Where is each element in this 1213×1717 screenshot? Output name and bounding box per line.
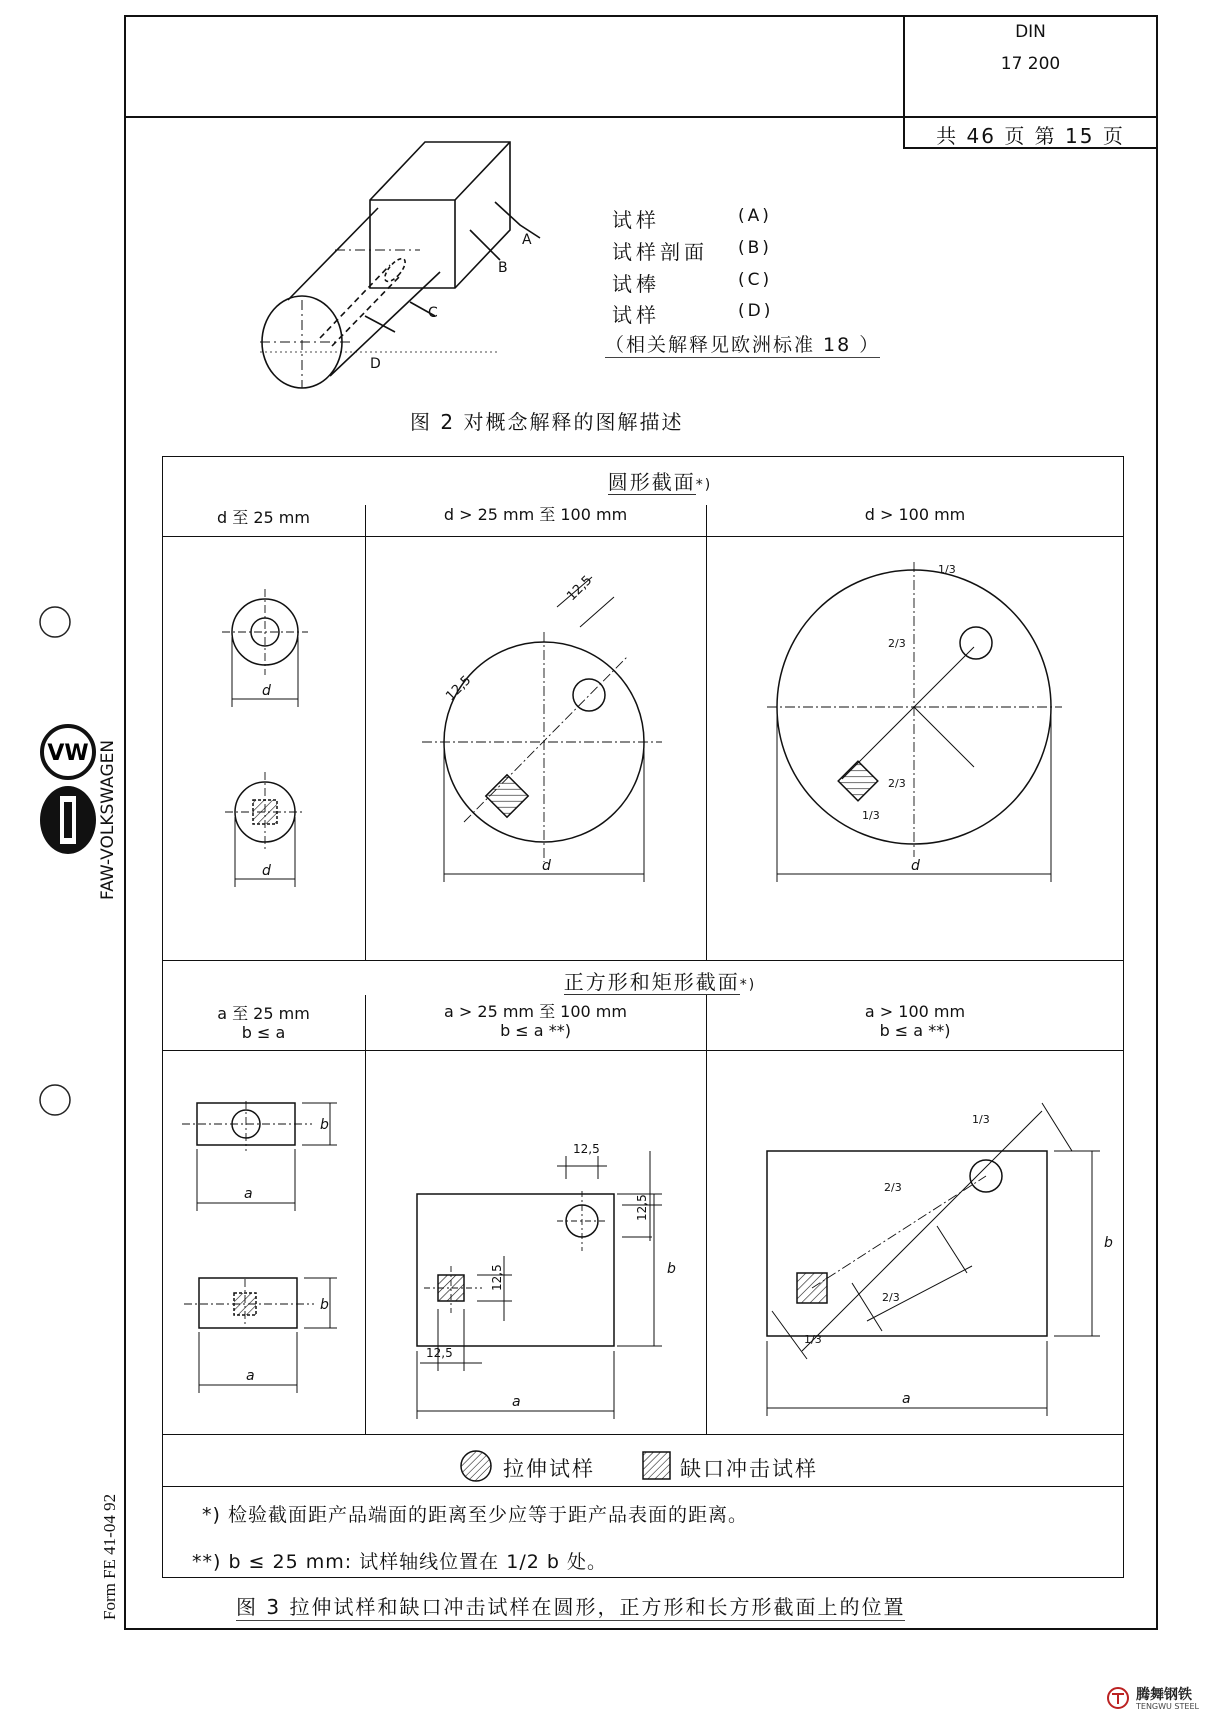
legend-term-1: 试样剖面: [612, 240, 708, 264]
legend-note: （相关解释见欧洲标准 18 ）: [605, 330, 880, 358]
dim-third-4: 1/3: [804, 1333, 822, 1346]
footnote-2: **) b ≤ 25 mm: 试样轴线位置在 1/2 b 处。: [192, 1551, 607, 1573]
binder-hole-top: [40, 607, 70, 637]
figure2-specimen-drawing: [260, 120, 580, 400]
standard-label: DIN: [1015, 22, 1046, 42]
dim-125-f: 12,5: [426, 1346, 453, 1360]
faw-vw-logo: [38, 720, 98, 860]
label-A: A: [522, 232, 532, 248]
square-col-2: a > 100 mm b ≤ a **): [864, 1002, 966, 1040]
dim-b-3: b: [667, 1261, 676, 1277]
row-divider: [162, 1434, 1124, 1435]
label-C: C: [428, 305, 438, 321]
impact-specimen-symbol-icon: [641, 1450, 673, 1482]
dim-a-1: a: [244, 1186, 253, 1202]
legend-term-0: 试样: [612, 208, 660, 232]
dim-a-3: a: [512, 1394, 521, 1410]
dim-two-thirds-4: 2/3: [882, 1291, 900, 1304]
form-number: Form FE 41-04 92: [100, 1493, 119, 1620]
legend-impact: 缺口冲击试样: [680, 1457, 818, 1481]
dim-two-thirds-3: 2/3: [884, 1181, 902, 1194]
side-brand-text: FAW-VOLKSWAGEN: [98, 739, 118, 900]
dim-d-3: d: [542, 858, 551, 874]
row-divider: [162, 1486, 1124, 1487]
binder-hole-2: [30, 1082, 80, 1122]
dim-d-2: d: [262, 863, 271, 879]
round-section-drawings: [162, 537, 1124, 960]
square-col-1: a > 25 mm 至 100 mm b ≤ a **): [444, 1002, 627, 1040]
square-col-0: a 至 25 mm b ≤ a: [217, 1004, 310, 1042]
dim-125-c: 12,5: [573, 1142, 600, 1156]
round-col-1: d > 25 mm 至 100 mm: [443, 505, 628, 524]
footer-brand-cn: 腾舞钢铁: [1136, 1687, 1192, 1703]
dim-two-thirds-1: 2/3: [888, 637, 906, 650]
tengwu-logo-icon: [1104, 1686, 1134, 1710]
label-D: D: [370, 356, 381, 372]
dim-125-d: 12,5: [635, 1194, 649, 1221]
dim-b-1: b: [320, 1117, 329, 1133]
dim-third-1: 1/3: [938, 563, 956, 576]
dim-a-4: a: [902, 1391, 911, 1407]
square-section-title: 正方形和矩形截面*): [563, 970, 757, 994]
legend-tensile: 拉伸试样: [503, 1457, 595, 1481]
dim-third-3: 1/3: [972, 1113, 990, 1126]
legend-code-3: (D): [738, 301, 774, 321]
dim-third-2: 1/3: [862, 809, 880, 822]
round-col-0: d 至 25 mm: [217, 508, 310, 527]
legend-code-1: (B): [738, 238, 772, 258]
dim-a-2: a: [246, 1368, 255, 1384]
figure3-caption: 图 3 拉伸试样和缺口冲击试样在圆形，正方形和长方形截面上的位置: [236, 1591, 905, 1621]
figure2-caption: 图 2 对概念解释的图解描述: [410, 410, 684, 434]
dim-b-2: b: [320, 1297, 329, 1313]
legend-code-0: (A): [738, 206, 772, 226]
standard-number: 17 200: [1000, 54, 1061, 74]
square-section-drawings: [162, 1051, 1124, 1434]
page-info: 共 46 页 第 15 页: [936, 124, 1125, 148]
dim-b-4: b: [1104, 1235, 1113, 1251]
dim-d-4: d: [911, 858, 920, 874]
dim-d-1: d: [262, 683, 271, 699]
tensile-specimen-symbol-icon: [458, 1448, 494, 1484]
label-B: B: [498, 260, 508, 276]
svg-text:VW: VW: [47, 741, 89, 766]
footnote-1: *) 检验截面距产品端面的距离至少应等于距产品表面的距离。: [202, 1504, 748, 1526]
row-divider: [162, 960, 1124, 961]
legend-code-2: (C): [738, 270, 773, 290]
footer-brand-en: TENGWU STEEL: [1136, 1702, 1199, 1711]
round-section-title: 圆形截面*): [607, 470, 713, 494]
legend-term-3: 试样: [612, 303, 660, 327]
legend-term-2: 试棒: [612, 272, 660, 296]
dim-125-e: 12,5: [490, 1264, 504, 1291]
dim-two-thirds-2: 2/3: [888, 777, 906, 790]
round-col-2: d > 100 mm: [864, 505, 966, 524]
dim-125-b: 12,5: [443, 672, 475, 705]
dim-125-a: 12,5: [564, 572, 596, 605]
